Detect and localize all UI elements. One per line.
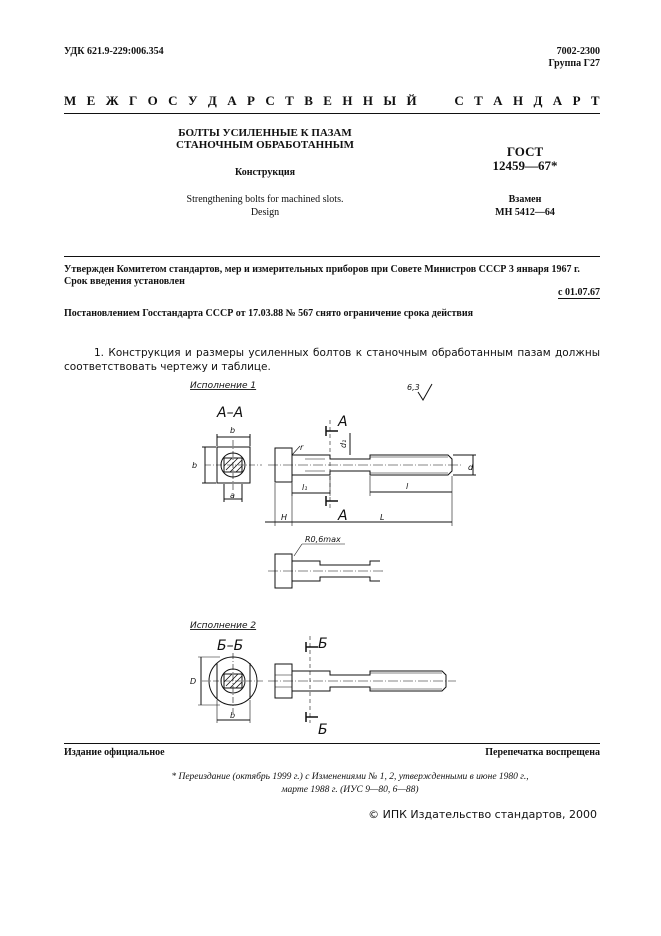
- dim-D-label: D: [190, 677, 197, 686]
- dim-a-label: a: [230, 491, 235, 500]
- section-bb-view: [190, 653, 265, 723]
- dim-l1-label: l₁: [302, 483, 308, 492]
- official-edition: Издание официальное: [64, 747, 165, 758]
- banner-letter: Н: [342, 93, 353, 108]
- banner-letter: М: [64, 93, 77, 108]
- variant-2-label: Исполнение 2: [190, 621, 257, 631]
- bolt-side-view-2: [268, 636, 456, 738]
- replaces-block: [470, 193, 580, 219]
- english-title: [145, 193, 385, 219]
- radius-note: R0,6max: [305, 535, 341, 544]
- dim-b-label-2: b: [230, 711, 236, 720]
- banner-letter: У: [187, 93, 198, 108]
- replaces-label: Взамен: [508, 194, 542, 205]
- banner-letter: Н: [512, 93, 524, 108]
- reissue-note-line-2: марте 1988 г. (ИУС 9—80, 6—88): [281, 785, 419, 795]
- dim-h-label: H: [281, 513, 288, 522]
- banner-letter: Е: [86, 93, 96, 108]
- interstate-standard-banner: [64, 93, 600, 109]
- section-bb-label: Б–Б: [217, 638, 244, 654]
- dim-d-label: d: [468, 463, 474, 472]
- divider: [64, 113, 600, 114]
- variant-1-label: Исполнение 1: [190, 381, 257, 391]
- dim-d1-label: d₁: [339, 439, 348, 448]
- banner-letter: О: [147, 93, 158, 108]
- bolt-drawing: [180, 378, 480, 743]
- gost-label: ГОСТ: [506, 144, 544, 159]
- group-code: Группа Г27: [548, 58, 600, 69]
- english-title-line-1: Strengthening bolts for machined slots.: [186, 194, 344, 205]
- udk-code: УДК 621.9-229:006.354: [64, 46, 164, 57]
- title-line-2: СТАНОЧНЫМ ОБРАБОТАННЫМ: [176, 139, 354, 151]
- banner-letter: Ж: [105, 93, 119, 108]
- cut-a-label-top: А: [338, 414, 348, 430]
- title-line-1: БОЛТЫ УСИЛЕННЫЕ К ПАЗАМ: [178, 127, 352, 139]
- banner-letter: С: [168, 93, 178, 108]
- banner-letter: Р: [572, 93, 581, 108]
- banner-letter: Й: [406, 93, 417, 108]
- banner-letter: С: [265, 93, 275, 108]
- dim-b-label: b: [230, 426, 236, 435]
- standard-title: [145, 127, 385, 151]
- divider: [64, 743, 600, 744]
- banner-letter: А: [227, 93, 237, 108]
- banner-letter: Р: [247, 93, 255, 108]
- dim-l-label: l: [406, 482, 409, 491]
- english-title-line-2: Design: [250, 207, 280, 218]
- bolt-detail-view: [268, 535, 385, 588]
- approval-text: Утвержден Комитетом стандартов, мер и измерительных приборов при Совете Министров СССР 3 января 1967 г.: [64, 264, 580, 275]
- banner-letter: Н: [362, 93, 373, 108]
- subtitle: Конструкция: [234, 167, 296, 178]
- banner-letter: С: [454, 93, 464, 108]
- bolt-side-view-1: [265, 414, 476, 526]
- banner-letter: Т: [474, 93, 483, 108]
- banner-letter: Т: [285, 93, 294, 108]
- banner-space: [427, 93, 430, 109]
- clause-1: 1. Конструкция и размеры усиленных болтов к станочным обработанным пазам должны соответствовать чертежу и таблице.: [64, 347, 600, 373]
- gost-number-block: [470, 145, 580, 173]
- dim-r-label: r: [300, 443, 304, 452]
- banner-letter: Т: [590, 93, 600, 108]
- gost-number: 12459—67*: [492, 158, 558, 173]
- section-aa-label: А–А: [217, 405, 244, 421]
- banner-letter: Д: [533, 93, 543, 108]
- banner-letter: А: [552, 93, 563, 108]
- document-code: 7002-2300: [556, 46, 600, 57]
- banner-letter: Ы: [383, 93, 397, 108]
- banner-letter: А: [493, 93, 503, 108]
- roughness-value: 6,3: [407, 383, 420, 392]
- copyright: © ИПК Издательство стандартов, 2000: [368, 808, 597, 821]
- banner-letter: Е: [323, 93, 332, 108]
- effective-date: с 01.07.67: [558, 287, 600, 298]
- banner-letter: В: [304, 93, 313, 108]
- dim-b-vertical-label: b: [192, 461, 198, 470]
- roughness-icon: [418, 384, 432, 400]
- cut-a-label-bottom: А: [338, 508, 348, 524]
- dim-L-label: L: [380, 513, 385, 522]
- cut-b-label-top: Б: [318, 636, 328, 652]
- replaces-number: МН 5412—64: [495, 207, 555, 218]
- banner-letter: Г: [128, 93, 138, 108]
- reissue-note-line-1: * Переиздание (октябрь 1999 г.) с Изменениями № 1, 2, утвержденными в июне 1980 г.,: [171, 772, 529, 782]
- reissue-note: [100, 771, 600, 797]
- banner-letter: Д: [207, 93, 217, 108]
- divider: [64, 256, 600, 257]
- section-aa-view: [192, 426, 262, 502]
- banner-space: [441, 93, 444, 109]
- effective-date-label: Срок введения установлен: [64, 276, 185, 287]
- resolution-text: Постановлением Госстандарта СССР от 17.03.88 № 567 снято ограничение срока действия: [64, 308, 473, 319]
- cut-b-label-bottom: Б: [318, 722, 328, 738]
- reprint-prohibited: Перепечатка воспрещена: [485, 747, 600, 758]
